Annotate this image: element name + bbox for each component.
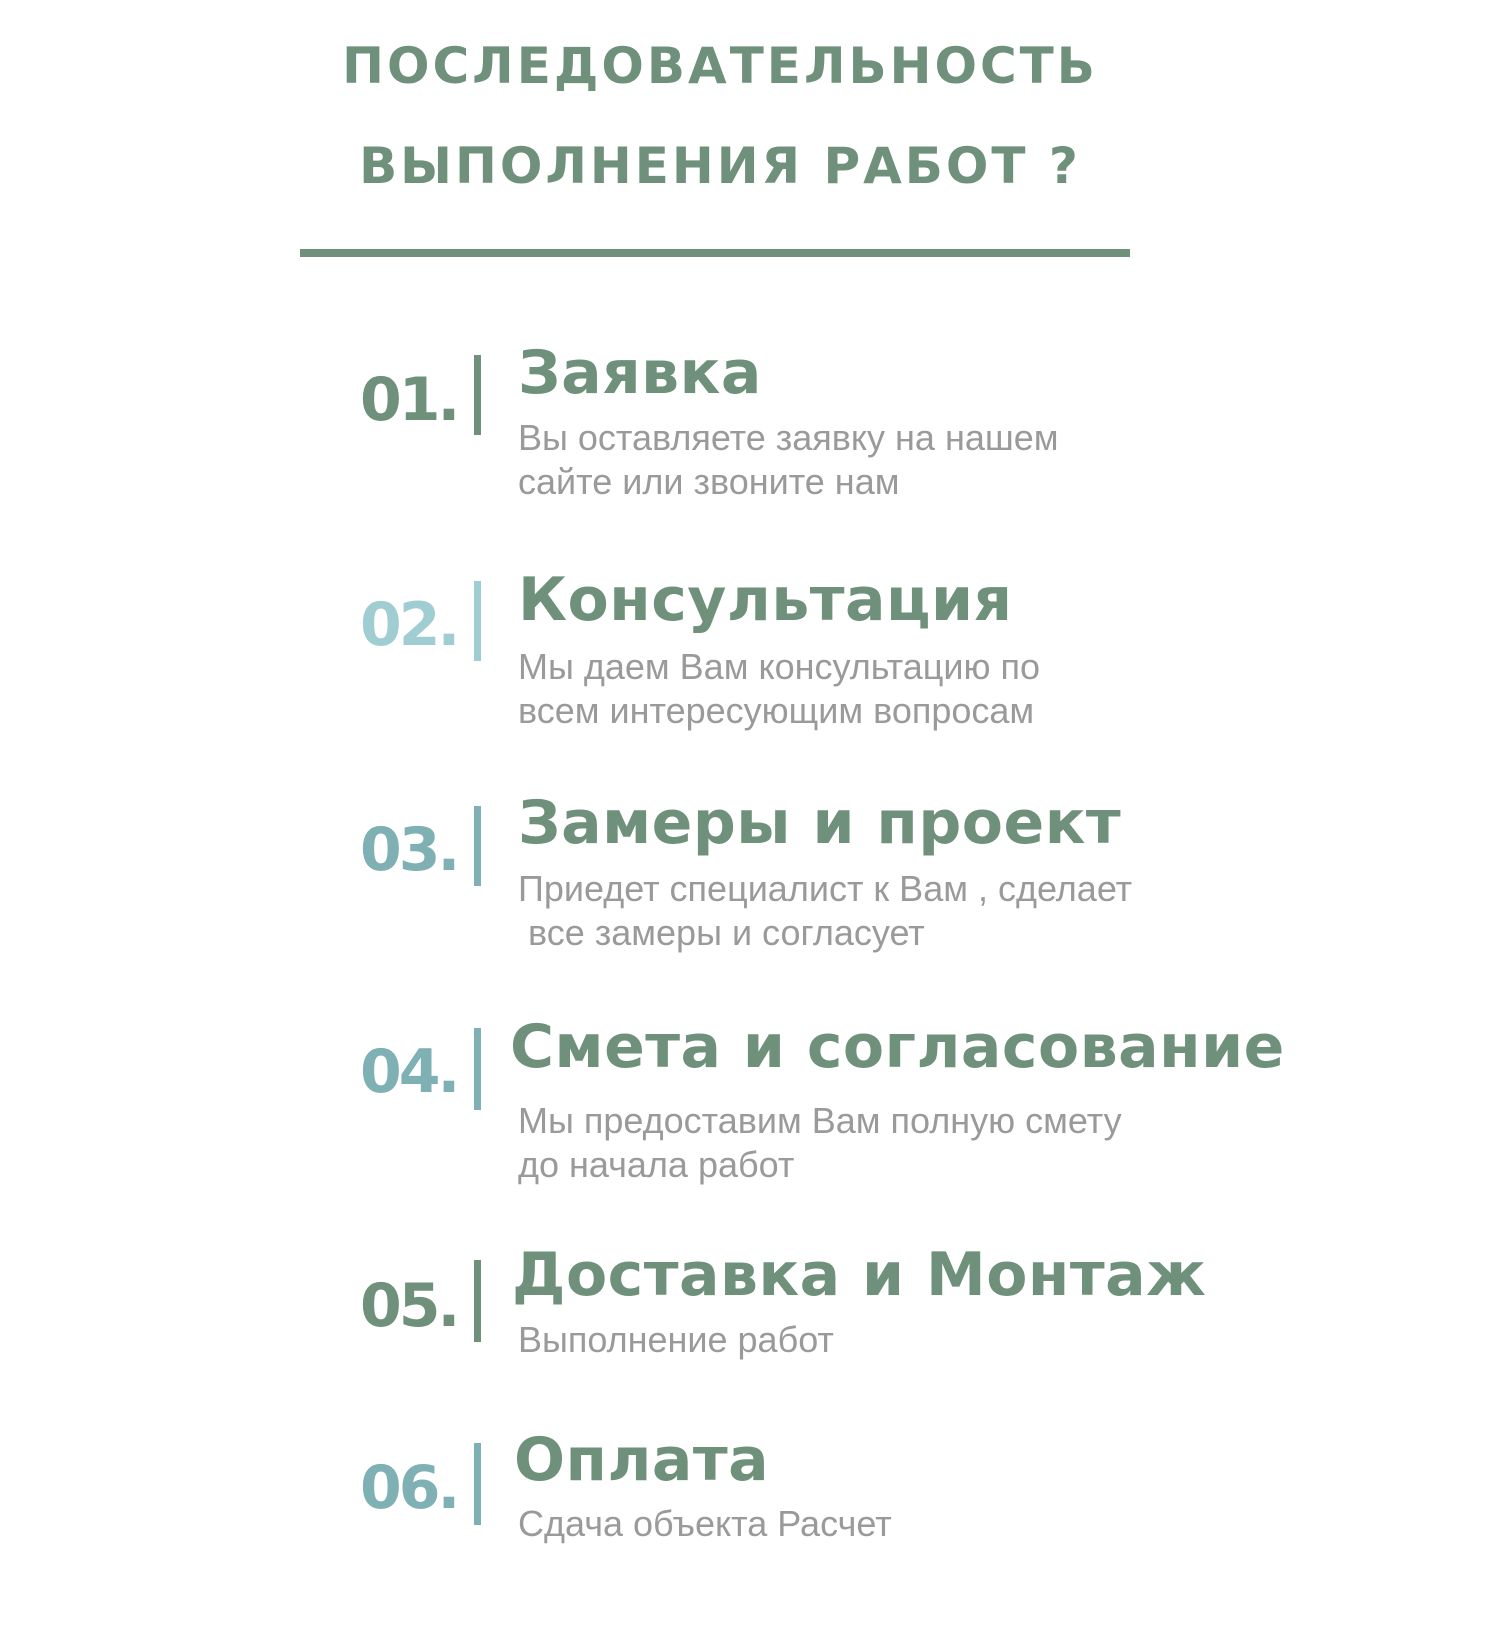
step-number: 02. (360, 590, 458, 660)
step-heading: Заявка (518, 338, 762, 408)
step-number: 04. (360, 1037, 458, 1107)
step-description-line: Вы оставляете заявку на нашем (518, 417, 1059, 458)
step-heading: Доставка и Монтаж (512, 1240, 1207, 1310)
step-description-line: Приедет специалист к Вам , сделает (518, 868, 1133, 909)
step-heading: Замеры и проект (518, 788, 1122, 858)
step-01 (0, 340, 1488, 540)
step-divider-bar (474, 1260, 481, 1342)
title-divider (300, 249, 1130, 257)
step-divider-bar (474, 1028, 481, 1110)
step-description (518, 1318, 834, 1362)
step-divider-bar (474, 581, 481, 661)
step-description-line: Мы даем Вам консультацию по (518, 646, 1041, 687)
step-heading: Смета и согласование (510, 1012, 1285, 1082)
step-description (518, 645, 1040, 733)
step-description-line: Выполнение работ (518, 1319, 834, 1360)
step-06 (0, 1425, 1488, 1640)
step-description-line: Мы предоставим Вам полную смету (518, 1100, 1122, 1141)
step-divider-bar (474, 355, 481, 435)
step-description-line: сайте или звоните нам (518, 461, 900, 502)
page-title-line-1: ПОСЛЕДОВАТЕЛЬНОСТЬ (342, 37, 1098, 95)
step-number: 01. (360, 365, 458, 435)
step-heading: Консультация (518, 565, 1013, 635)
step-description-line: до начала работ (518, 1144, 795, 1185)
step-description-line: Сдача объекта Расчет (518, 1503, 892, 1544)
step-03 (0, 788, 1488, 1000)
step-heading: Оплата (514, 1425, 770, 1495)
step-description (518, 1099, 1122, 1187)
step-description-line: все замеры и согласует (518, 912, 925, 953)
step-divider-bar (474, 1443, 481, 1525)
step-description-line: всем интересующим вопросам (518, 690, 1035, 731)
step-description (518, 867, 1132, 955)
step-divider-bar (474, 806, 481, 886)
step-number: 03. (360, 815, 458, 885)
page-title-line-2: ВЫПОЛНЕНИЯ РАБОТ ? (359, 137, 1081, 195)
step-description (518, 416, 1059, 504)
step-04 (0, 1012, 1488, 1222)
step-number: 06. (360, 1453, 458, 1523)
step-02 (0, 565, 1488, 775)
step-number: 05. (360, 1271, 458, 1341)
step-description (518, 1502, 892, 1546)
